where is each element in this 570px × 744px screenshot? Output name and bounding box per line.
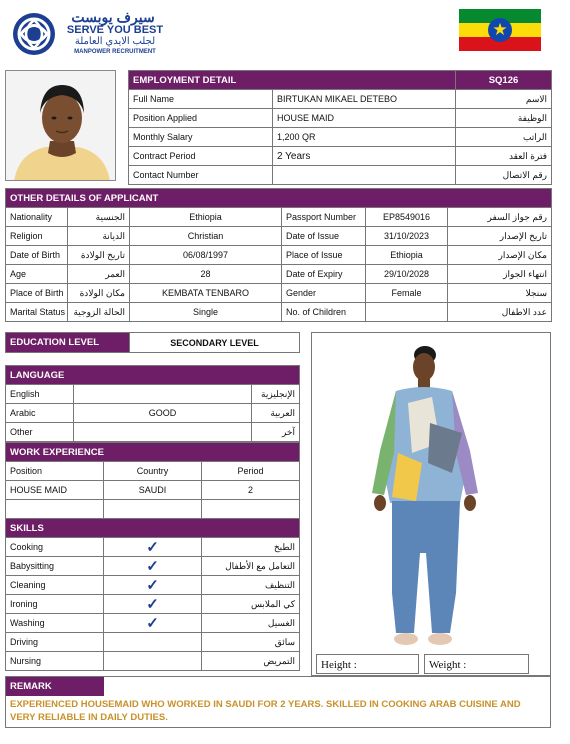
- education-value: SECONDARY LEVEL: [130, 333, 300, 353]
- detail-label-2: Date of Expiry: [282, 265, 366, 284]
- detail-value-2: EP8549016: [366, 208, 448, 227]
- employment-row: [129, 166, 552, 185]
- detail-label-arabic: الحالة الزوجية: [68, 303, 130, 322]
- employment-value: HOUSE MAID: [273, 109, 456, 128]
- skill-check-empty: [104, 652, 202, 671]
- remark-title: REMARK: [6, 677, 104, 696]
- logo-english-subtitle: MANPOWER RECRUITMENT: [74, 49, 156, 55]
- ethiopia-flag: [459, 9, 541, 51]
- skill-row: [6, 652, 300, 671]
- skill-label-arabic: التعامل مع الأطفال: [202, 557, 300, 576]
- company-logo: [9, 9, 167, 59]
- language-label: Other: [6, 423, 74, 442]
- detail-label: Place of Birth: [6, 284, 68, 303]
- language-level: [74, 423, 252, 442]
- detail-value-2: 29/10/2028: [366, 265, 448, 284]
- weight-label: Weight :: [429, 659, 467, 671]
- detail-label-arabic: مكان الولادة: [68, 284, 130, 303]
- skill-row: [6, 595, 300, 614]
- detail-label: Nationality: [6, 208, 68, 227]
- applicant-full-photo: [312, 333, 550, 651]
- skill-label-arabic: الطبخ: [202, 538, 300, 557]
- skill-label-arabic: التنظيف: [202, 576, 300, 595]
- detail-value: KEMBATA TENBARO: [130, 284, 282, 303]
- detail-label-2-arabic: رقم جواز السفر: [448, 208, 552, 227]
- work-period: 2: [202, 481, 300, 500]
- detail-label-arabic: تاريخ الولادة: [68, 246, 130, 265]
- education-section: [5, 332, 299, 353]
- detail-label-2: Gender: [282, 284, 366, 303]
- body-metrics-row: [316, 654, 546, 674]
- work-country: [104, 500, 202, 519]
- work-period: [202, 500, 300, 519]
- language-row: [6, 385, 300, 404]
- skill-check-empty: [104, 633, 202, 652]
- skill-label-arabic: الغسيل: [202, 614, 300, 633]
- detail-label-2: No. of Children: [282, 303, 366, 322]
- skill-label: Cleaning: [6, 576, 104, 595]
- detail-label-arabic: الديانة: [68, 227, 130, 246]
- weight-field: [424, 654, 529, 674]
- language-label: Arabic: [6, 404, 74, 423]
- other-details-row: [6, 284, 552, 303]
- detail-label: Age: [6, 265, 68, 284]
- detail-value: 06/08/1997: [130, 246, 282, 265]
- skill-label: Babysitting: [6, 557, 104, 576]
- detail-label-2-arabic: عدد الاطفال: [448, 303, 552, 322]
- detail-label-2: Place of Issue: [282, 246, 366, 265]
- education-title: EDUCATION LEVEL: [6, 333, 130, 353]
- skill-row: [6, 557, 300, 576]
- checkmark-icon: ✓: [104, 576, 202, 595]
- other-details-row: [6, 246, 552, 265]
- language-label-arabic: آخر: [252, 423, 300, 442]
- detail-label: Religion: [6, 227, 68, 246]
- other-details-section: [5, 188, 551, 322]
- employment-label: Contract Period: [129, 147, 273, 166]
- detail-value-2: Female: [366, 284, 448, 303]
- skill-row: [6, 576, 300, 595]
- employment-row: [129, 109, 552, 128]
- language-level: GOOD: [74, 404, 252, 423]
- work-header-position: Position: [6, 462, 104, 481]
- logo-knot-icon: [9, 11, 59, 57]
- detail-value: Christian: [130, 227, 282, 246]
- detail-label-2: Passport Number: [282, 208, 366, 227]
- checkmark-icon: ✓: [104, 614, 202, 633]
- employment-value: 2 Years: [273, 147, 456, 166]
- employment-label-arabic: الوظيفة: [456, 109, 552, 128]
- employment-label: Contact Number: [129, 166, 273, 185]
- employment-value: BIRTUKAN MIKAEL DETEBO: [273, 90, 456, 109]
- detail-label-arabic: الجنسية: [68, 208, 130, 227]
- employment-label-arabic: فترة العقد: [456, 147, 552, 166]
- language-title: LANGUAGE: [6, 366, 300, 385]
- language-level: [74, 385, 252, 404]
- skill-label-arabic: سائق: [202, 633, 300, 652]
- employment-value: [273, 166, 456, 185]
- detail-value: Single: [130, 303, 282, 322]
- checkmark-icon: ✓: [104, 557, 202, 576]
- skill-label: Cooking: [6, 538, 104, 557]
- language-row: [6, 404, 300, 423]
- applicant-headshot: [5, 70, 116, 181]
- employment-row: [129, 128, 552, 147]
- work-experience-title: WORK EXPERIENCE: [6, 443, 300, 462]
- flag-star-emblem: ★: [488, 18, 512, 42]
- employment-label-arabic: رقم الاتصال: [456, 166, 552, 185]
- employment-label: Monthly Salary: [129, 128, 273, 147]
- skill-label: Driving: [6, 633, 104, 652]
- detail-label: Marital Status: [6, 303, 68, 322]
- employment-label-arabic: الراتب: [456, 128, 552, 147]
- applicant-code: SQ126: [456, 71, 552, 90]
- skill-label: Nursing: [6, 652, 104, 671]
- detail-label-2-arabic: تاريخ الإصدار: [448, 227, 552, 246]
- height-label: Height :: [321, 659, 357, 671]
- employment-label: Position Applied: [129, 109, 273, 128]
- employment-row: [129, 90, 552, 109]
- skills-title: SKILLS: [6, 519, 300, 538]
- detail-value-2: Ethiopia: [366, 246, 448, 265]
- other-details-row: [6, 265, 552, 284]
- detail-label-2-arabic: انتهاء الجواز: [448, 265, 552, 284]
- skill-label-arabic: كي الملابس: [202, 595, 300, 614]
- language-label-arabic: الإنجليزية: [252, 385, 300, 404]
- work-country: SAUDI: [104, 481, 202, 500]
- detail-label: Date of Birth: [6, 246, 68, 265]
- detail-label-2-arabic: مكان الإصدار: [448, 246, 552, 265]
- remark-section: [5, 676, 551, 728]
- detail-label-2: Date of Issue: [282, 227, 366, 246]
- language-label: English: [6, 385, 74, 404]
- other-details-title: OTHER DETAILS OF APPLICANT: [6, 189, 552, 208]
- detail-label-2-arabic: سنجلا: [448, 284, 552, 303]
- employment-label: Full Name: [129, 90, 273, 109]
- checkmark-icon: ✓: [104, 595, 202, 614]
- language-label-arabic: العربية: [252, 404, 300, 423]
- work-experience-row: [6, 481, 300, 500]
- skill-label: Ironing: [6, 595, 104, 614]
- employment-detail-title: EMPLOYMENT DETAIL: [129, 71, 456, 90]
- work-header-country: Country: [104, 462, 202, 481]
- height-field: [316, 654, 419, 674]
- work-header-period: Period: [202, 462, 300, 481]
- other-details-row: [6, 303, 552, 322]
- logo-arabic-name: سيرف يوبست: [71, 9, 155, 25]
- detail-value-2: [366, 303, 448, 322]
- checkmark-icon: ✓: [104, 538, 202, 557]
- employment-label-arabic: الاسم: [456, 90, 552, 109]
- other-details-row: [6, 227, 552, 246]
- language-row: [6, 423, 300, 442]
- skill-row: [6, 633, 300, 652]
- work-position: HOUSE MAID: [6, 481, 104, 500]
- remark-text: EXPERIENCED HOUSEMAID WHO WORKED IN SAUDI FOR 2 YEARS. SKILLED IN COOKING ARAB CUISINE AND VERY RELIABLE IN DAILY DUTIES.: [10, 699, 521, 723]
- logo-english-name: SERVE YOU BEST: [66, 24, 164, 36]
- logo-arabic-subtitle: لجلب الايدي العاملة: [74, 36, 156, 47]
- skill-label: Washing: [6, 614, 104, 633]
- skill-row: [6, 538, 300, 557]
- skill-row: [6, 614, 300, 633]
- employment-row: [129, 147, 552, 166]
- applicant-full-photo-frame: [311, 332, 551, 676]
- language-work-skills-section: [5, 365, 299, 671]
- employment-detail-section: [128, 70, 551, 185]
- detail-value: Ethiopia: [130, 208, 282, 227]
- work-experience-row: [6, 500, 300, 519]
- detail-label-arabic: العمر: [68, 265, 130, 284]
- detail-value-2: 31/10/2023: [366, 227, 448, 246]
- other-details-row: [6, 208, 552, 227]
- work-position: [6, 500, 104, 519]
- detail-value: 28: [130, 265, 282, 284]
- skill-label-arabic: التمريض: [202, 652, 300, 671]
- employment-value: 1,200 QR: [273, 128, 456, 147]
